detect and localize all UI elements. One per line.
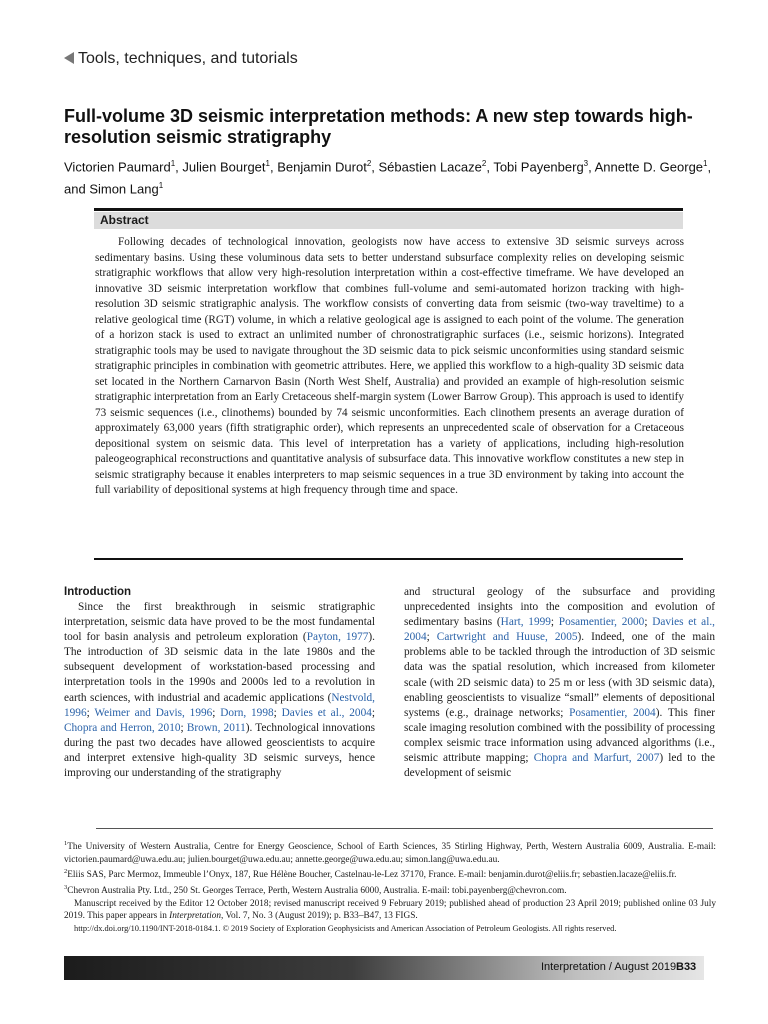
- author-name: Annette D. George: [594, 159, 704, 175]
- manuscript-info: Manuscript received by the Editor 12 October 2018; revised manuscript received 9 February 2019; published ahead of production 23 April 2019; published online 03 July 2019. This paper appears in Interpretation, Vol. 7, No. 3 (August 2019); p. B33–B47, 13 FIGS.: [64, 898, 716, 922]
- citation-link[interactable]: Cartwright and Huuse, 2005: [436, 631, 578, 644]
- citation-link[interactable]: Hart, 1999: [500, 616, 551, 629]
- body-text: ;: [86, 706, 95, 719]
- abstract-header: [94, 212, 683, 229]
- author-affiliation-mark: 3: [583, 159, 589, 168]
- author-name: Sébastien Lacaze: [378, 159, 482, 175]
- author-name: Simon Lang: [89, 181, 159, 197]
- citation-link[interactable]: Chopra and Herron, 2010: [64, 721, 181, 734]
- page-number: B33: [676, 961, 697, 973]
- doi-copyright[interactable]: http://dx.doi.org/10.1190/INT-2018-0184.1. © 2019 Society of Exploration Geophysicists and American Association of Petroleum Geologists. All rights reserved.: [74, 923, 617, 933]
- body-text: ) led to the development of seismic: [404, 752, 716, 780]
- intro-left-column: [64, 585, 375, 781]
- body-text: ). Indeed, one of the main problems able to be tackled through the introduction of 3D seismic data was the spatial resolution, which increased from kilometer scale (with 2D seismic data) to 25 m or less (with 3D seismic data), enabling geoscientists to visualize “small” elements of depositional systems (e.g., drainage networks;: [404, 631, 716, 719]
- body-text: ;: [273, 706, 282, 719]
- footnote-rule: [96, 828, 713, 829]
- citation-link[interactable]: Dorn, 1998: [220, 706, 274, 719]
- author-affiliation-mark: 1: [170, 159, 176, 168]
- intro-paragraph-left: [64, 600, 375, 781]
- section-label-text: Tools, techniques, and tutorials: [78, 50, 298, 67]
- abstract-body: [95, 235, 684, 499]
- introduction-heading: Introduction: [64, 586, 132, 598]
- author-name: Victorien Paumard: [64, 159, 171, 175]
- affiliation-1: $^1$The University of Western Australia, Centre for Energy Geoscience, School of Earth Sciences, 35 Stirling Highway, Perth, Western Australia 6009, Australia. E-mail: victorien.paumard@uwa.edu.au; julien.bourget@uwa.edu.au; annette.george@uwa.edu.au; simon.lang@uwa.edu.au.: [64, 840, 716, 865]
- body-text: ;: [426, 631, 437, 644]
- abstract-bottom-rule: [94, 558, 683, 560]
- triangle-left-icon: [64, 52, 74, 64]
- citation-link[interactable]: Weimer and Davis, 1996: [94, 706, 213, 719]
- citation-link[interactable]: Brown, 2011: [186, 721, 246, 734]
- body-text: ;: [180, 721, 187, 734]
- affiliation-3: $^3$Chevron Australia Pty. Ltd., 250 St. Georges Terrace, Perth, Western Australia 6000, Australia. E-mail: tobi.payenberg@chevron.com.: [64, 883, 567, 897]
- body-text: ;: [212, 706, 221, 719]
- citation-link[interactable]: Payton, 1977: [306, 631, 369, 644]
- footer-journal: Interpretation / August 2019: [541, 961, 677, 973]
- citation-link[interactable]: Chopra and Marfurt, 2007: [533, 752, 660, 765]
- citation-link[interactable]: Davies et al., 2004: [281, 706, 372, 719]
- section-label: [64, 50, 298, 68]
- article-title: Full-volume 3D seismic interpretation methods: A new step towards high-resolution seismic stratigraphy: [64, 106, 693, 147]
- body-text: ). Technological innovations during the past two decades have allowed geoscientists to acquire and interpret extensive high-quality 3D seismic surveys, hence improving our understanding of the stratigraphy: [64, 721, 375, 780]
- abstract-top-rule: [94, 208, 683, 211]
- body-text: ;: [644, 616, 653, 629]
- citation-link[interactable]: Posamentier, 2004: [569, 706, 656, 719]
- abstract-heading: Abstract: [100, 213, 149, 227]
- citation-link[interactable]: Nestvold, 1996: [64, 691, 375, 719]
- abstract-text: Following decades of technological innovation, geologists now have access to extensive 3D seismic surveys across sedimentary basins. Using these voluminous data sets to better understand subsurface complexity relies on developing seismic stratigraphic workflows that allow very high-resolution interpretation within a cost-effective timeframe. We have developed an innovative 3D seismic interpretation workflow that combines full-volume and semi-automated horizon tracking with high-resolution 3D seismic stratigraphic analysis. The workflow consists of converting data from seismic (two-way traveltime) to a relative geological time (RGT) volume, in which a relative geological age is assigned to each point of the volume. The generation of a horizon stack is used to extract an unlimited number of chronostratigraphic surfaces (i.e., seismic horizons). Integrated stratigraphic tools may be used to navigate throughout the 3D seismic data to pick seismic unconformities using standard seismic stratigraphic principles in combination with geometric attributes. Here, we applied this workflow to a high-quality 3D seismic data set located in the Northern Carnarvon Basin (North West Shelf, Australia) and provided an example of high-resolution seismic stratigraphic interpretation from an Early Cretaceous shelf-margin system (Lower Barrow Group). This approach is used to identify 73 seismic sequences (i.e., clinothems) bounded by 74 seismic unconformities. Each clinothem presents an average duration of approximately 63,000 years (fifth stratigraphic order), which represents an unprecedented scale of observation for a Cretaceous depositional system on seismic data. This level of interpretation has a variety of applications, including high-resolution paleogeographical reconstructions and quantitative analysis of subsurface data. This innovative workflow constitutes a new step in seismic stratigraphy because it enables interpreters to map seismic sequences in a true 3D environment by taking into account the full variability of depositional systems at high frequency through time and space.: [95, 236, 684, 496]
- body-text: and structural geology of the subsurface and providing unprecedented insights into the composition and evolution of sedimentary basins (: [404, 586, 715, 629]
- body-text: ). The introduction of 3D seismic data in the late 1980s and the subsequent development of workstation-based processing and interpretation tools in the 1990s and 2000s led to a revolution in earth sciences, with industrial and academic applications (: [64, 631, 376, 704]
- footnotes: [64, 838, 716, 935]
- intro-right-column: [404, 585, 715, 781]
- author-affiliation-mark: 2: [366, 159, 372, 168]
- author-list: Victorien Paumard$^1$, Julien Bourget$^1$, Benjamin Durot$^2$, Sébastien Lacaze$^2$, Tobi Payenberg$^3$, Annette D. George$^1$, and Simon Lang$^1$: [64, 159, 712, 197]
- citation-link[interactable]: Posamentier, 2000: [558, 616, 645, 629]
- affiliation-2: $^2$Eliis SAS, Parc Mermoz, Immeuble l’Onyx, 187, Rue Hélène Boucher, Castelnau-le-Lez 37170, France. E-mail: benjamin.durot@eliis.fr; sebastien.lacaze@eliis.fr.: [64, 868, 677, 881]
- author-affiliation-mark: 1: [703, 159, 708, 168]
- intro-paragraph-right: [404, 585, 715, 781]
- author-name: Julien Bourget: [182, 159, 266, 175]
- body-text: ;: [550, 616, 559, 629]
- author-name: Benjamin Durot: [277, 159, 367, 175]
- citation-link[interactable]: Davies et al., 2004: [404, 616, 715, 644]
- author-affiliation-mark: 1: [265, 159, 270, 168]
- body-text: Since the first breakthrough in seismic stratigraphic interpretation, seismic data have proved to be the most fundamental tool for basin analysis and petroleum exploration (: [64, 601, 375, 644]
- body-text: ). This finer scale imaging resolution combined with the possibility of processing complex seismic trace information using advanced algorithms (i.e., seismic attribute mapping;: [404, 706, 715, 765]
- author-name: Tobi Payenberg: [493, 159, 584, 175]
- author-affiliation-mark: 2: [481, 159, 487, 168]
- author-affiliation-mark: 1: [158, 181, 164, 191]
- body-text: ;: [371, 706, 376, 719]
